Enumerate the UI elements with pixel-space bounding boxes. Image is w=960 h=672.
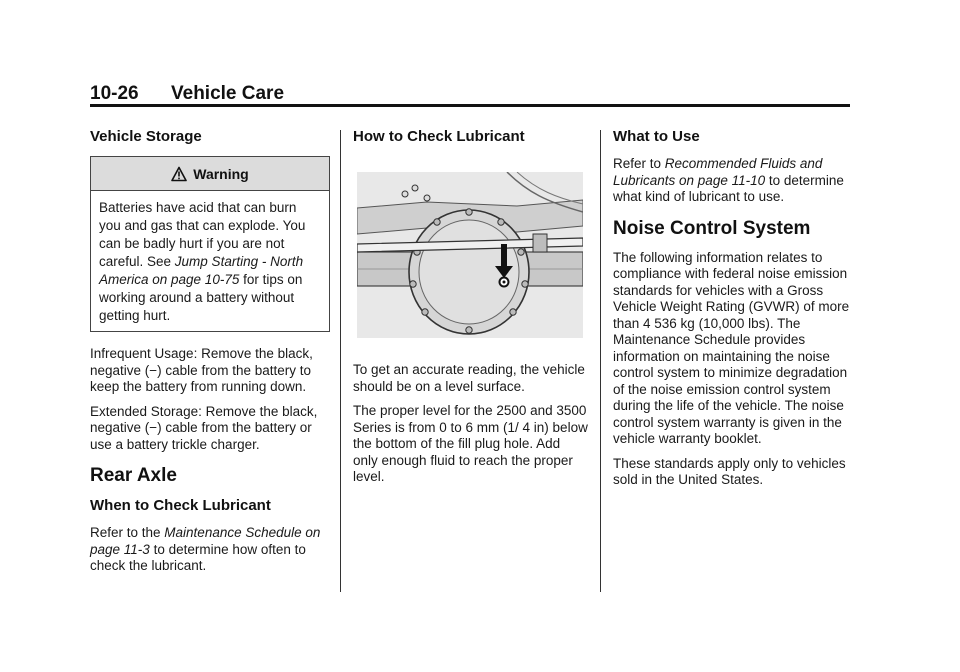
warning-body — [91, 191, 329, 331]
heading-what-to-use: What to Use — [613, 128, 700, 145]
heading-vehicle-storage: Vehicle Storage — [90, 128, 202, 145]
heading-rear-axle: Rear Axle — [90, 465, 177, 486]
heading-noise-control: Noise Control System — [613, 217, 811, 239]
warning-box — [90, 156, 330, 332]
accurate-reading-paragraph: To get an accurate reading, the vehicle should be on a level surface. — [353, 362, 585, 394]
maintenance-schedule-link[interactable]: Maintenance Schedule on page 11-3 — [90, 525, 321, 557]
use-text-end: to determine what kind of lubricant to use. — [613, 172, 844, 204]
column-right — [613, 128, 853, 497]
infrequent-usage-paragraph: Infrequent Usage: Remove the black, negative (−) cable from the battery to keep the battery from running down. — [90, 346, 313, 394]
what-to-use-paragraph — [613, 156, 853, 206]
warning-text-start: Batteries have acid that can burn you and gas that can explode. You can be badly hurt if you are not careful. See — [99, 200, 306, 269]
warning-text-end: for tips on working around a battery without getting hurt. — [99, 272, 303, 323]
noise-control-paragraph: The following information relates to compliance with federal noise emission standards for vehicles with a Gross Vehicle Weight Rating (GVWR) of more than 4 536 kg (10,000 lbs). The Maintenance Schedule provides information on maintaining the noise control system to minimize degradation of the noise emission control system during the life of the vehicle. The noise control system warranty is given in the vehicle warranty booklet. — [613, 249, 850, 446]
when-text-end: to determine how often to check the lubricant. — [90, 541, 306, 573]
standards-paragraph: These standards apply only to vehicles sold in the United States. — [613, 455, 846, 487]
extended-storage-paragraph: Extended Storage: Remove the black, negative (−) cable from the battery or use a battery trickle charger. — [90, 403, 318, 452]
page-number: 10-26 — [90, 83, 139, 104]
section-title: Vehicle Care — [171, 83, 285, 104]
column-middle — [353, 128, 588, 494]
jump-starting-reference-link[interactable]: Jump Starting - North America on page 10-75 — [99, 254, 304, 287]
when-to-check-paragraph — [90, 525, 330, 575]
when-text-start: Refer to the — [90, 525, 165, 540]
proper-level-paragraph: The proper level for the 2500 and 3500 Series is from 0 to 6 mm (1/ 4 in) below the bottom of the fill plug hole. Add only enough fluid to reach the proper level. — [353, 403, 588, 484]
heading-when-to-check: When to Check Lubricant — [90, 497, 271, 514]
use-text-start: Refer to — [613, 156, 665, 171]
warning-header — [91, 157, 329, 191]
warning-triangle-icon — [171, 166, 187, 182]
column-left — [90, 128, 330, 583]
heading-how-to-check: How to Check Lubricant — [353, 128, 525, 145]
warning-text — [99, 199, 321, 325]
header-rule — [90, 104, 850, 107]
recommended-fluids-link[interactable]: Recommended Fluids and Lubricants on page 11-10 — [613, 156, 823, 188]
rear-axle-fill-plug-illustration — [357, 172, 583, 338]
column-divider — [340, 130, 341, 592]
column-divider — [600, 130, 601, 592]
warning-title: Warning — [193, 165, 249, 182]
